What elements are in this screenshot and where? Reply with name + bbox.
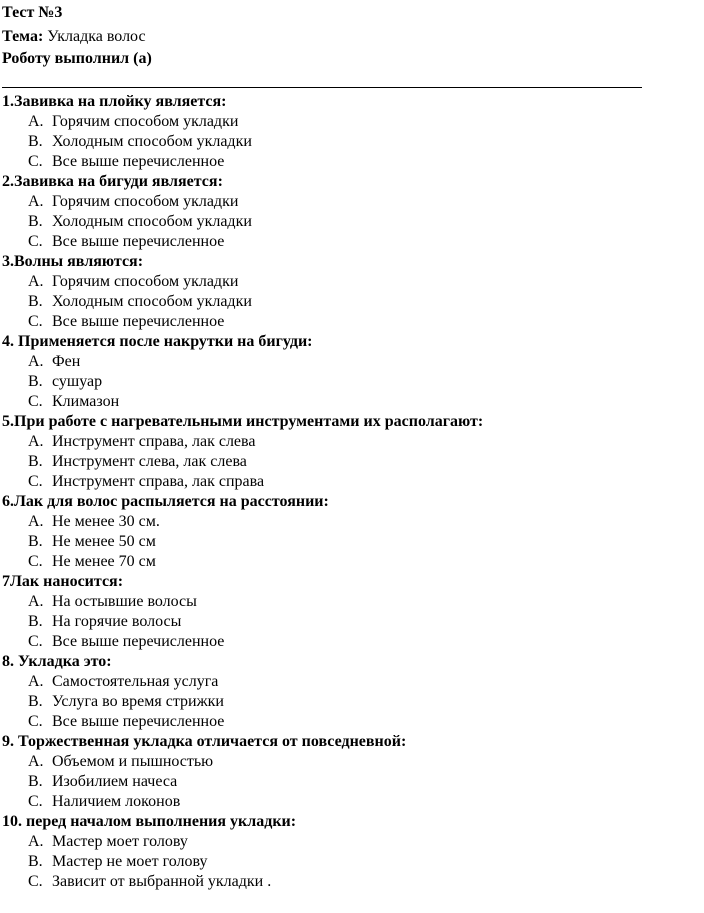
answer-option: [2, 752, 692, 772]
option-letter: A.: [28, 513, 44, 530]
answer-option: [2, 452, 692, 472]
option-text: Фен: [52, 353, 81, 370]
option-letter: C.: [28, 153, 43, 170]
question-4: [2, 332, 692, 412]
option-letter: C.: [28, 553, 43, 570]
question-6: [2, 492, 692, 572]
option-text: Не менее 30 см.: [52, 513, 160, 530]
option-letter: C.: [28, 473, 43, 490]
option-text: Горячим способом укладки: [52, 113, 239, 130]
option-letter: B.: [28, 773, 43, 790]
answer-option: [2, 792, 692, 812]
answer-option: [2, 772, 692, 792]
answer-option: [2, 852, 692, 872]
question-3: [2, 252, 692, 332]
answer-option: [2, 512, 692, 532]
test-title: Тест №3: [2, 4, 63, 21]
name-underline: [2, 87, 642, 88]
option-letter: B.: [28, 373, 43, 390]
question-list: [2, 92, 692, 892]
option-letter: A.: [28, 353, 44, 370]
question-title: 2.Завивка на бигуди является:: [2, 173, 223, 190]
option-letter: B.: [28, 213, 43, 230]
option-letter: A.: [28, 753, 44, 770]
option-letter: B.: [28, 133, 43, 150]
option-letter: A.: [28, 113, 44, 130]
question-title: 3.Волны являются:: [2, 253, 144, 270]
question-8: [2, 652, 692, 732]
option-text: Холодным способом укладки: [52, 293, 252, 310]
option-letter: A.: [28, 273, 44, 290]
option-letter: C.: [28, 313, 43, 330]
question-title: 7Лак наносится:: [2, 573, 124, 590]
question-2: [2, 172, 692, 252]
option-text: Инструмент слева, лак слева: [52, 453, 247, 470]
question-title: 1.Завивка на плойку является:: [2, 93, 227, 110]
answer-option: [2, 352, 692, 372]
option-text: Все выше перечисленное: [52, 313, 225, 330]
option-letter: A.: [28, 673, 44, 690]
option-letter: B.: [28, 453, 43, 470]
answer-option: [2, 612, 692, 632]
option-text: Мастер не моет голову: [52, 853, 208, 870]
option-letter: B.: [28, 693, 43, 710]
answer-option: [2, 632, 692, 652]
option-letter: A.: [28, 193, 44, 210]
option-letter: B.: [28, 613, 43, 630]
option-letter: A.: [28, 833, 44, 850]
option-text: Горячим способом укладки: [52, 273, 239, 290]
question-title: 8. Укладка это:: [2, 653, 112, 670]
option-text: На остывшие волосы: [52, 593, 197, 610]
option-letter: C.: [28, 233, 43, 250]
answer-option: [2, 232, 692, 252]
option-text: Холодным способом укладки: [52, 133, 252, 150]
answer-option: [2, 132, 692, 152]
option-text: Не менее 70 см: [52, 553, 156, 570]
question-title: 9. Торжественная укладка отличается от повседневной:: [2, 733, 407, 750]
option-text: Холодным способом укладки: [52, 213, 252, 230]
topic-value: Укладка волос: [47, 28, 146, 45]
answer-option: [2, 312, 692, 332]
option-text: Не менее 50 см: [52, 533, 156, 550]
answer-option: [2, 152, 692, 172]
answer-option: [2, 672, 692, 692]
question-10: [2, 812, 692, 892]
answer-option: [2, 292, 692, 312]
option-text: Инструмент справа, лак справа: [52, 473, 265, 490]
option-text: Наличием локонов: [52, 793, 181, 810]
question-title: 5.При работе с нагревательными инструментами их располагают:: [2, 413, 484, 430]
answer-option: [2, 832, 692, 852]
answer-option: [2, 472, 692, 492]
question-title: 4. Применяется после накрутки на бигуди:: [2, 333, 313, 350]
option-letter: B.: [28, 293, 43, 310]
option-text: Объемом и пышностью: [52, 753, 214, 770]
answer-option: [2, 552, 692, 572]
question-5: [2, 412, 692, 492]
answer-option: [2, 692, 692, 712]
question-1: [2, 92, 692, 172]
topic-line: [2, 27, 146, 47]
option-letter: C.: [28, 713, 43, 730]
topic-label: Тема:: [2, 28, 44, 45]
question-9: [2, 732, 692, 812]
answer-option: [2, 372, 692, 392]
question-title: 6.Лак для волос распыляется на расстоянии:: [2, 493, 329, 510]
option-text: Климазон: [52, 393, 120, 410]
question-title: 10. перед началом выполнения укладки:: [2, 813, 297, 830]
answer-option: [2, 872, 692, 892]
option-text: Все выше перечисленное: [52, 633, 225, 650]
answer-option: [2, 712, 692, 732]
performed-by-label: Роботу выполнил (а): [2, 50, 152, 67]
option-letter: A.: [28, 593, 44, 610]
option-text: Все выше перечисленное: [52, 233, 225, 250]
answer-option: [2, 272, 692, 292]
option-text: Горячим способом укладки: [52, 193, 239, 210]
answer-option: [2, 212, 692, 232]
option-text: Изобилием начеса: [52, 773, 178, 790]
option-letter: A.: [28, 433, 44, 450]
option-text: На горячие волосы: [52, 613, 182, 630]
option-text: Все выше перечисленное: [52, 713, 225, 730]
option-text: Все выше перечисленное: [52, 153, 225, 170]
option-letter: C.: [28, 393, 43, 410]
answer-option: [2, 532, 692, 552]
option-text: Зависит от выбранной укладки .: [52, 873, 272, 890]
answer-option: [2, 112, 692, 132]
question-7: [2, 572, 692, 652]
option-text: сушуар: [52, 373, 103, 390]
option-letter: B.: [28, 533, 43, 550]
option-letter: C.: [28, 793, 43, 810]
answer-option: [2, 392, 692, 412]
answer-option: [2, 432, 692, 452]
answer-option: [2, 192, 692, 212]
option-letter: C.: [28, 873, 43, 890]
option-text: Услуга во время стрижки: [52, 693, 224, 710]
option-letter: B.: [28, 853, 43, 870]
option-text: Инструмент справа, лак слева: [52, 433, 256, 450]
answer-option: [2, 592, 692, 612]
option-letter: C.: [28, 633, 43, 650]
option-text: Самостоятельная услуга: [52, 673, 219, 690]
option-text: Мастер моет голову: [52, 833, 188, 850]
